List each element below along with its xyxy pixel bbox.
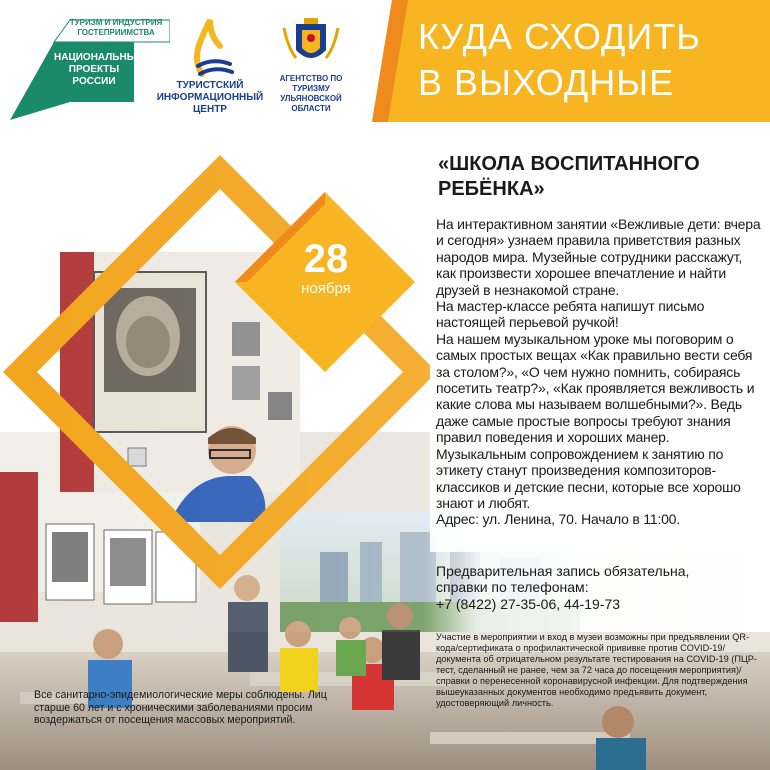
- description-paragraph-masterclass: На мастер-классе ребята напишут письмо настоящей перьевой ручкой!: [436, 298, 705, 331]
- registration-info: [436, 563, 762, 612]
- tourism-agency-logo: [270, 18, 352, 122]
- event-address: Адрес: ул. Ленина, 70. Начало в 11:00.: [436, 511, 680, 528]
- event-title-line-1: «ШКОЛА ВОСПИТАННОГО: [438, 153, 700, 175]
- event-description: [436, 216, 762, 528]
- tourism-agency-name: АГЕНТСТВО ПО ТУРИЗМУ УЛЬЯНОВСКОЙ ОБЛАСТИ: [279, 74, 343, 113]
- tourist-info-center-logo: [150, 16, 270, 120]
- covid-requirements-note: Участие в мероприятии и вход в музеи возможны при предъявлении QR-кода/сертификата о профилактической прививке против COVID-19/документа об отрицательном результате тестирования на COVID-19 (ПЦР-тест, сделанный не ранее, чем за 72 часа до посещения мероприятия)/справки о перенесенной коронавирусной инфекции. Для подтверждения вышеуказанных документов необходимо предъявить документ, удостоверяющий личность.: [436, 632, 757, 708]
- page-title-line-2: В ВЫХОДНЫЕ: [418, 62, 675, 103]
- national-projects-logo: [10, 12, 170, 120]
- registration-required: Предварительная запись обязательна,: [436, 563, 690, 579]
- coat-of-arms-icon: [270, 18, 352, 74]
- title-banner: [372, 0, 770, 122]
- event-date-day: 28: [303, 237, 349, 281]
- page-title-line-1: КУДА СХОДИТЬ: [418, 16, 701, 57]
- swirl-icon: [150, 16, 270, 80]
- event-title: [438, 152, 758, 202]
- tourist-info-center-name: ТУРИСТСКИЙ ИНФОРМАЦИОННЫЙ ЦЕНТР: [156, 80, 264, 115]
- page-title: [418, 14, 758, 106]
- description-paragraph-intro: На интерактивном занятии «Вежливые дети: вчера и сегодня» узнаем правила приветствия разных народов мира. Музейные сотрудники расскажут, как произвести хорошее впечатление и найти друзей в незнакомой стране.: [436, 216, 761, 298]
- sanitary-measures-note: Все санитарно-эпидемиологические меры соблюдены. Лиц старше 60 лет и с хроническими заболеваниями просим воздержаться от посещения массовых мероприятий.: [34, 689, 327, 726]
- event-date-month: ноября: [301, 280, 351, 297]
- event-date-badge: [256, 238, 396, 298]
- header: [0, 0, 770, 132]
- registration-phones: +7 (8422) 27-35-06, 44-19-73: [436, 595, 621, 612]
- national-projects-subtitle: ТУРИЗМ И ИНДУСТРИЯ ГОСТЕПРИИМСТВА: [69, 18, 163, 37]
- description-paragraph-music-lesson: На нашем музыкальном уроке мы поговорим о самых простых вещах «Как правильно вести себя за столом?», «О чем нужно помнить, собираясь посетить театр?», «Как проявляется вежливость и какие слова мы называем волшебными?». Ведь даже самые простые вопросы требуют знания правил поведения и хороших манер.: [436, 330, 755, 446]
- event-title-line-2: РЕБЁНКА»: [438, 178, 545, 200]
- registration-phones-label: справки по телефонам:: [436, 579, 589, 596]
- description-paragraph-music-accompaniment: Музыкальным сопровождением к занятию по этикету станут произведения композиторов-классиков и детские песни, которые все хорошо знают и любят.: [436, 445, 741, 511]
- national-projects-title: НАЦИОНАЛЬНЫЕ ПРОЕКТЫ РОССИИ: [54, 52, 144, 87]
